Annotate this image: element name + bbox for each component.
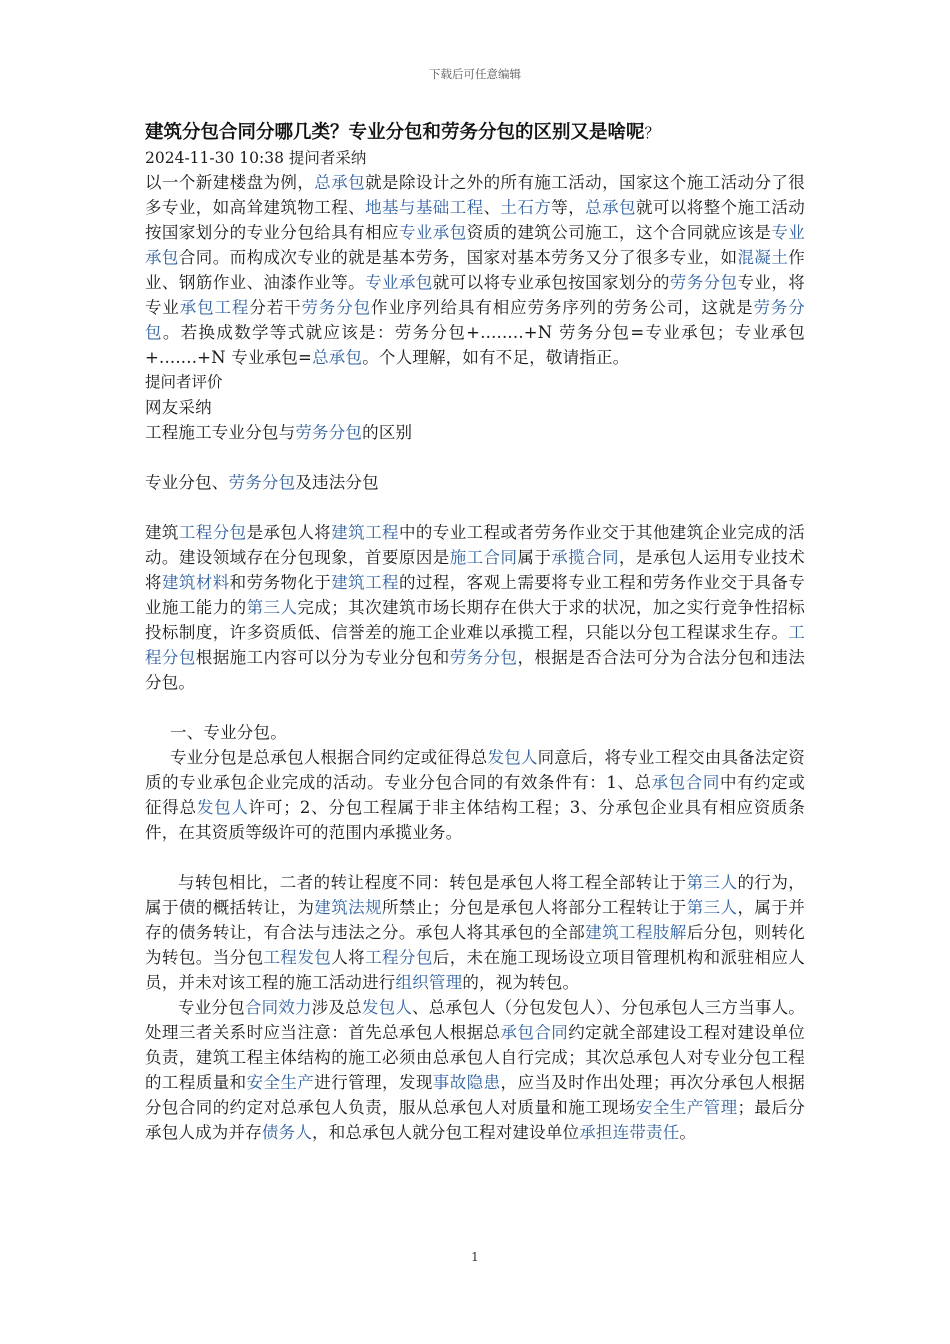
keyword-link[interactable]: 劳务分包 [301,298,372,317]
keyword-link[interactable]: 劳务分包 [145,298,805,342]
keyword-link[interactable]: 工程发包 [263,948,332,967]
netizen-adopted-label: 网友采纳 [145,398,212,417]
post-meta: 2024-11-30 10:38 提问者采纳 [145,149,367,167]
keyword-link[interactable]: 劳务分包 [669,273,738,292]
keyword-link[interactable]: 组织管理 [395,973,463,992]
keyword-link[interactable]: 专业承包 [398,223,467,242]
keyword-link[interactable]: 总承包 [585,198,636,217]
professional-subcontract-paragraph: 专业分包是总承包人根据合同约定或征得总发包人同意后，将专业工程交由具备法定资质的专业承包企业完成的活动。专业分包合同的有效条件有：1、总承包合同中有约定或征得总发包人许可；2、分包工程属于非主体结构工程；3、分承包企业具有相应资质条件，在其资质等级许可的范围内承揽业务。 [145,748,805,842]
keyword-link[interactable]: 建筑法规 [314,898,382,917]
title-text: 建筑分包合同分哪几类？专业分包和劳务分包的区别又是啥呢 [145,122,645,143]
header-note: 下载后可任意编辑 [429,67,521,81]
keyword-link[interactable]: 总承包 [314,173,366,192]
keyword-link[interactable]: 发包人 [196,798,249,817]
keyword-link[interactable]: 建筑工程 [331,573,399,592]
keyword-link[interactable]: 第三人 [686,873,738,892]
keyword-link[interactable]: 劳务分包 [228,473,296,492]
article-body [145,120,805,1145]
keyword-link[interactable]: 事故隐患 [432,1073,501,1092]
keyword-link[interactable]: 工程分包 [178,523,247,542]
section-heading-professional-subcontract: 一、专业分包。 [170,723,287,742]
keyword-link[interactable]: 劳务分包 [295,423,363,442]
keyword-link[interactable]: 承揽合同 [551,548,619,567]
intro-paragraph: 建筑工程分包是承包人将建筑工程中的专业工程或者劳务作业交于其他建筑企业完成的活动。建设领域存在分包现象，首要原因是施工合同属于承揽合同，是承包人运用专业技术将建筑材料和劳务物化于建筑工程的过程，客观上需要将专业工程和劳务作业交于具备专业施工能力的第三人完成；其次建筑市场长期存在供大于求的状况，加之实行竞争性招标投标制度，许多资质低、信誉差的施工企业难以承揽工程，只能以分包工程谋求生存。工程分包根据施工内容可以分为专业分包和劳务分包，根据是否合法可分为合法分包和违法分包。 [145,523,806,692]
article-title [145,120,805,146]
keyword-link[interactable]: 专业承包 [365,273,433,292]
keyword-link[interactable]: 第三人 [686,898,738,917]
keyword-link[interactable]: 工程分包 [365,948,433,967]
contract-effect-paragraph: 专业分包合同效力涉及总发包人、总承包人（分包发包人）、分包承包人三方当事人。处理三者关系时应当注意：首先总承包人根据总承包合同约定就全部建设工程对建设单位负责，建筑工程主体结构的施工必须由总承包人自行完成；其次总承包人对专业分包工程的工程质量和安全生产进行管理，发现事故隐患，应当及时作出处理；再次分承包人根据分包合同的约定对总承包人负责，服从总承包人对质量和施工现场安全生产管理；最后分承包人成为并存债务人，和总承包人就分包工程对建设单位承担连带责任。 [145,998,805,1142]
heading-difference: 工程施工专业分包与劳务分包的区别 [145,423,413,442]
keyword-link[interactable]: 发包人 [487,748,538,767]
keyword-link[interactable]: 合同效力 [244,998,312,1017]
keyword-link[interactable]: 建筑工程 [331,523,399,542]
keyword-link[interactable]: 第三人 [246,598,298,617]
title-question-mark: ？ [644,124,660,142]
keyword-link[interactable]: 安全生产管理 [635,1098,738,1117]
asker-evaluation-label: 提问者评价 [145,373,223,391]
keyword-link[interactable]: 承包合同 [500,1023,569,1042]
keyword-link[interactable]: 混凝土 [737,248,789,267]
keyword-link[interactable]: 债务人 [261,1123,313,1142]
keyword-link[interactable]: 土石方 [500,198,552,217]
keyword-link[interactable]: 建筑材料 [161,573,230,592]
keyword-link[interactable]: 承包合同 [651,773,720,792]
keyword-link[interactable]: 施工合同 [449,548,518,567]
keyword-link[interactable]: 承担连带责任 [579,1123,680,1142]
transfer-comparison-paragraph: 与转包相比，二者的转让程度不同：转包是承包人将工程全部转让于第三人的行为，属于债的概括转让，为建筑法规所禁止；分包是承包人将部分工程转让于第三人，属于并存的债务转让，有合法与违法之分。承包人将其承包的全部建筑工程肢解后分包，则转化为转包。当分包工程发包人将工程分包后，未在施工现场设立项目管理机构和派驻相应人员，并未对该工程的施工活动进行组织管理的，视为转包。 [145,873,806,992]
keyword-link[interactable]: 工程分包 [145,623,805,667]
heading-types: 专业分包、劳务分包及违法分包 [145,473,379,492]
keyword-link[interactable]: 建筑工程肢解 [585,923,687,942]
keyword-link[interactable]: 总承包 [312,348,363,367]
keyword-link[interactable]: 发包人 [361,998,413,1017]
page-number: 1 [471,1250,479,1264]
keyword-link[interactable]: 劳务分包 [449,648,518,667]
keyword-link[interactable]: 专业承包 [145,223,806,267]
keyword-link[interactable]: 承包工程 [179,298,250,317]
answer-paragraph: 以一个新建楼盘为例，总承包就是除设计之外的所有施工活动，国家这个施工活动分了很多专业，如高耸建筑物工程、地基与基础工程、土石方等，总承包就可以将整个施工活动按国家划分的专业分包给具有相应专业承包资质的建筑公司施工，这个合同就应该是专业承包合同。而构成次专业的就是基本劳务，国家对基本劳务又分了很多专业，如混凝土作业、钢筋作业、油漆作业等。专业承包就可以将专业承包按国家划分的劳务分包专业，将专业承包工程分若干劳务分包作业序列给具有相应劳务序列的劳务公司，这就是劳务分包。若换成数学等式就应该是：劳务分包+........+N 劳务分包=专业承包；专业承包+.......+N 专业承包=总承包。个人理解，如有不足，敬请指正。 [145,173,806,367]
keyword-link[interactable]: 地基与基础工程 [365,198,484,217]
keyword-link[interactable]: 安全生产 [246,1073,315,1092]
